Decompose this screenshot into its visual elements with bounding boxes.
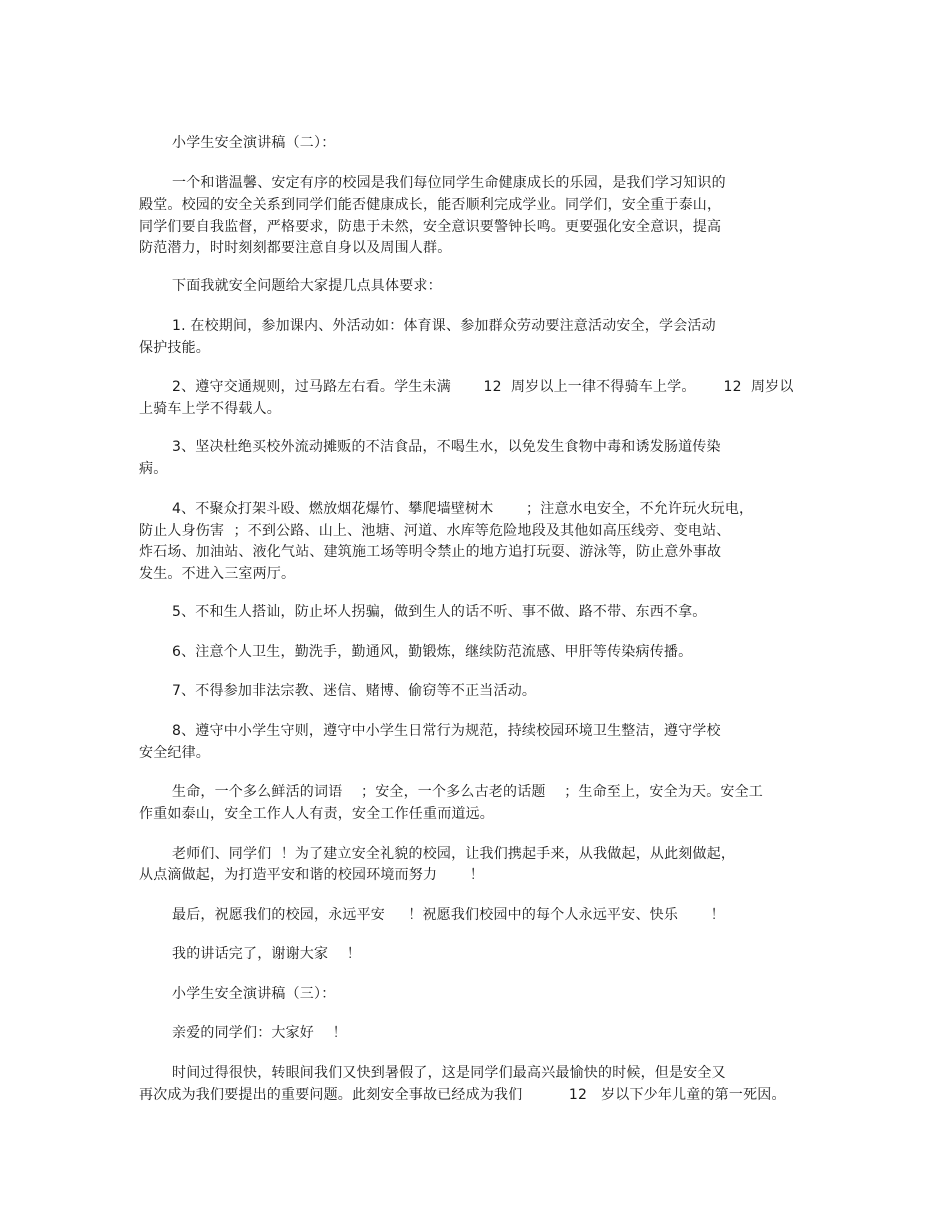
final-wish: 最后，祝愿我们的校园，永远平安 ！祝愿我们校园中的每个人永远平安、快乐 ！ [172,907,725,923]
item-8-line-2: 安全纪律。 [139,745,210,761]
item-3-line-1: 3、坚决杜绝买校外流动摊贩的不洁食品，不喝生水，以免发生食物中毒和诱发肠道传染 [172,439,721,455]
life-line-1: 生命，一个多么鲜活的词语 ；安全，一个多么古老的话题 ；生命至上，安全为天。安全工 [172,784,763,800]
thanks-line: 我的讲话完了，谢谢大家 ！ [172,946,361,962]
teachers-line-1: 老师们、同学们 ！为了建立安全礼貌的校园，让我们携起手来，从我做起，从此刻做起， [172,846,736,862]
requirements-intro: 下面我就安全问题给大家提几点具体要求： [172,278,442,294]
item-1-line-1: 1. 在校期间，参加课内、外活动如：体育课、参加群众劳动要注意活动安全，学会活动 [172,318,716,334]
intro-line-1: 一个和谐温馨、安定有序的校园是我们每位同学生命健康成长的乐园，是我们学习知识的 [172,175,726,191]
item-6: 6、注意个人卫生，勤洗手，勤通风，勤锻炼，继续防范流感、甲肝等传染病传播。 [172,644,693,660]
item-8-line-1: 8、遵守中小学生守则，遵守中小学生日常行为规范，持续校园环境卫生整洁，遵守学校 [172,723,721,739]
item-4-line-4: 发生。不进入三室两厅。 [139,566,296,582]
time-line-2: 再次成为我们要提出的重要问题。此刻安全事故已经成为我们 12 岁以下少年儿童的第一死因。 [139,1087,786,1103]
item-5: 5、不和生人搭讪，防止坏人拐骗，做到生人的话不听、事不做、路不带、东西不拿。 [172,604,707,620]
section-title-2: 小学生安全演讲稿（二）： [172,135,336,151]
item-4-line-1: 4、不聚众打架斗殴、燃放烟花爆竹、攀爬墙壁树木 ；注意水电安全，不允许玩火玩电， [172,501,754,517]
time-line-1: 时间过得很快，转眼间我们又快到暑假了，这是同学们最高兴最愉快的时候，但是安全又 [172,1065,726,1081]
item-3-line-2: 病。 [139,461,168,477]
life-line-2: 作重如泰山，安全工作人人有责，安全工作任重而道远。 [139,806,494,822]
item-1-line-2: 保护技能。 [139,340,210,356]
section-title-3: 小学生安全演讲稿（三）： [172,986,336,1002]
item-2-line-2: 上骑车上学不得载人。 [139,401,281,417]
item-7: 7、不得参加非法宗教、迷信、赌博、偷窃等不正当活动。 [172,683,537,699]
intro-line-4: 防范潜力，时时刻刻都要注意自身以及周围人群。 [139,240,452,256]
intro-line-2: 殿堂。校园的安全关系到同学们能否健康成长，能否顺利完成学业。同学们，安全重于泰山， [139,197,722,213]
item-2-line-1: 2、遵守交通规则，过马路左右看。学生未满 12 周岁以上一律不得骑车上学。 12 周岁以 [172,379,794,395]
intro-line-3: 同学们要自我监督，严格要求，防患于未然，安全意识要警钟长鸣。更要强化安全意识，提高 [139,219,722,235]
item-4-line-2: 防止人身伤害 ；不到公路、山上、池塘、河道、水库等危险地段及其他如高压线旁、变电站、 [139,523,731,539]
greeting-line: 亲爱的同学们：大家好 ！ [172,1025,347,1041]
teachers-line-2: 从点滴做起，为打造平安和谐的校园环境而努力 ！ [139,867,484,883]
item-4-line-3: 炸石场、加油站、液化气站、建筑施工场等明令禁止的地方追打玩耍、游泳等，防止意外事故 [139,544,722,560]
